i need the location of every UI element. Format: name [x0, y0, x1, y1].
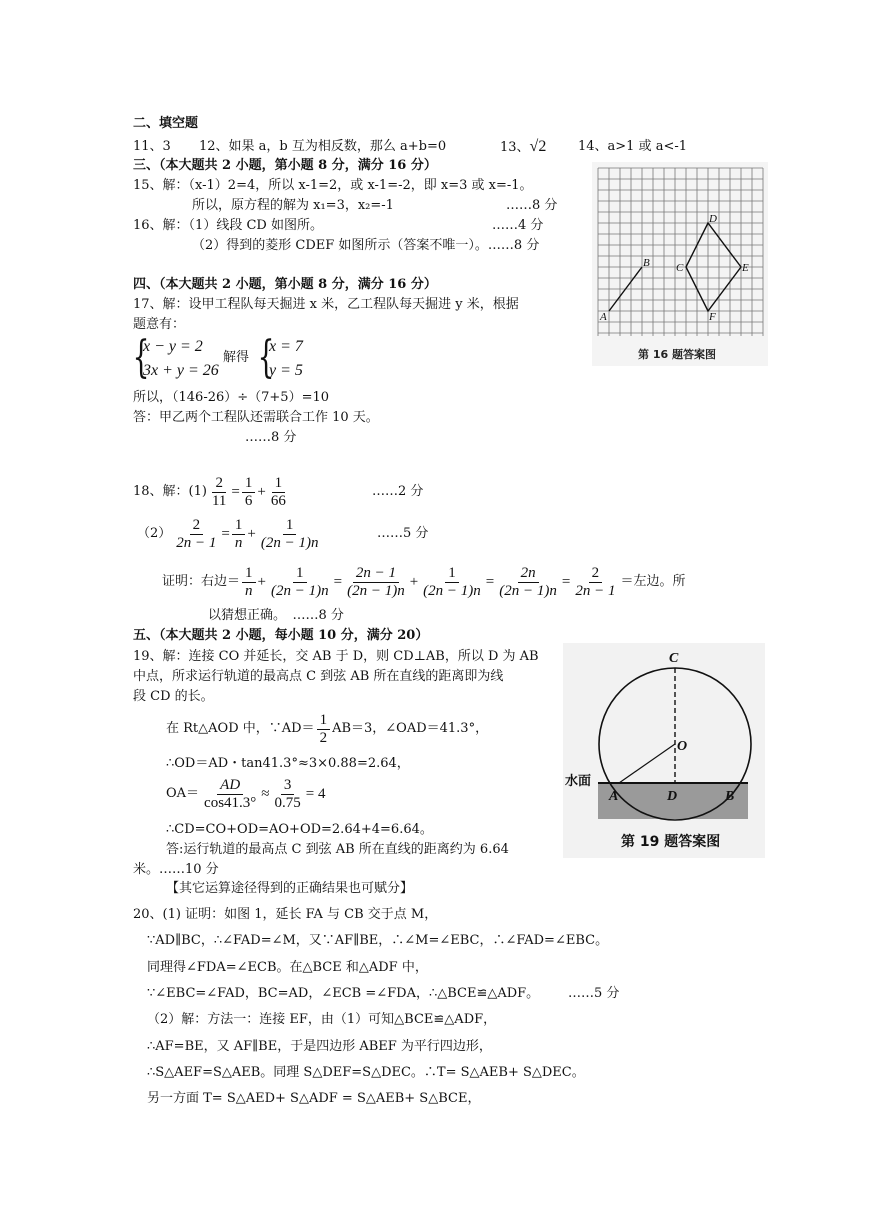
- figure-16: [592, 162, 768, 366]
- solve-label: 解得: [223, 350, 250, 365]
- answer-11: 11、3: [133, 139, 171, 154]
- fraction: $\frac{2n}{(2n - 1)n}$: [499, 564, 557, 599]
- q18-prefix: 18、解：(1): [133, 484, 207, 499]
- label-c: C: [676, 262, 684, 274]
- answer-13: 13、√2: [500, 138, 547, 155]
- label-f: F: [709, 311, 716, 323]
- q17-line4: 答：甲乙两个工程队还需联合工作 10 天。: [133, 410, 379, 425]
- proof-suffix: ＝左边。所: [620, 574, 686, 589]
- q19-l4-a: 在 Rt△AOD 中，∵AD＝: [166, 721, 315, 736]
- figure-19-drawing: [563, 643, 765, 858]
- label-b: B: [725, 789, 735, 804]
- q19-l4-b: AB＝3，∠OAD＝41.3°，: [332, 721, 489, 736]
- solution-x: x = 7: [269, 338, 303, 355]
- left-brace-2: {: [257, 332, 275, 383]
- fraction: $\frac{2n - 1}{(2n - 1)n}$: [347, 564, 405, 599]
- q18-part2-label: （2）: [137, 526, 172, 541]
- label-d: D: [709, 213, 717, 225]
- q18-proof-line2: 以猜想正确。 ……8 分: [208, 608, 344, 623]
- q17-line2: 题意有：: [133, 317, 186, 332]
- q18-score1: ……2 分: [372, 484, 424, 499]
- fraction: $\frac{1}{n}$: [232, 517, 246, 552]
- solution-y: y = 5: [269, 362, 303, 379]
- label-o: O: [677, 739, 688, 754]
- label-d: D: [667, 789, 678, 804]
- q20-line7: ∴S△AEF=S△AEB。同理 S△DEF=S△DEC。∴T= S△AEB+ S△DEC。: [147, 1065, 585, 1080]
- q19-line4: [166, 710, 488, 748]
- left-brace: {: [132, 332, 150, 383]
- q20-line8: 另一方面 T= S△AED+ S△ADF = S△AEB+ S△BCE，: [147, 1091, 481, 1106]
- figure-16-caption: 第 16 题答案图: [638, 348, 716, 361]
- q16-line2: （2）得到的菱形 CDEF 如图所示（答案不唯一）。……8 分: [192, 238, 540, 253]
- q19-note: 【其它运算途径得到的正确结果也可赋分】: [166, 881, 414, 896]
- fraction: $\frac{1}{n}$: [242, 565, 256, 600]
- q19-line8: 答:运行轨道的最高点 C 到弦 AB 所在直线的距离约为 6.64: [166, 842, 509, 857]
- q16-line1: 16、解：（1）线段 CD 如图所。: [133, 218, 323, 233]
- water-surface-label: 水面: [565, 774, 592, 789]
- q20-line1: 20、(1) 证明：如图 1，延长 FA 与 CB 交于点 M，: [133, 907, 438, 922]
- q18-part2: （2） $\frac{2}{2n - 1}$ = $\frac{1}{n}$ + $\frac{1}{(2n - 1)n}$: [137, 514, 323, 554]
- section-heading-3: 三、（本大题共 2 小题，第小题 8 分，满分 16 分）: [133, 158, 437, 173]
- fraction: $\frac{1}{6}$: [242, 475, 256, 510]
- fraction: $\frac{1}{66}$: [270, 474, 286, 509]
- q17-line1: 17、解：设甲工程队每天掘进 x 米，乙工程队每天掘进 y 米，根据: [133, 297, 519, 312]
- section-heading-5: 五、（本大题共 2 小题，每小题 10 分，满分 20）: [133, 628, 429, 643]
- q19-line1: 19、解：连接 CO 并延长，交 AB 于 D，则 CD⊥AB，所以 D 为 AB: [133, 649, 539, 664]
- label-b: B: [643, 257, 650, 269]
- section-heading-4: 四、（本大题共 2 小题，第小题 8 分，满分 16 分）: [133, 277, 437, 292]
- label-c: C: [669, 651, 679, 666]
- fraction: $\frac{1}{(2n - 1)n}$: [260, 516, 319, 551]
- fraction: $\frac{2}{2n - 1}$: [575, 564, 616, 599]
- sqrt-two: √2: [529, 138, 547, 155]
- fraction: $\frac{2}{2n - 1}$: [176, 516, 217, 551]
- fraction: $\frac{2}{11}$: [211, 474, 227, 509]
- q19-line2: 中点，所求运行轨道的最高点 C 到弦 AB 所在直线的距离即为线: [133, 669, 504, 684]
- fraction: $\frac{3}{0.75}$: [274, 776, 301, 811]
- q19-line5: ∴OD＝AD・tan41.3°≈3×0.88=2.64，: [166, 756, 410, 771]
- fraction: $\frac{1}{2}$: [317, 712, 331, 747]
- proof-prefix: 证明：右边＝: [162, 574, 241, 589]
- segment-oa: [619, 744, 675, 783]
- q20-line4-score: ……5 分: [568, 986, 620, 1001]
- figure-19: [563, 643, 765, 858]
- label-e: E: [742, 262, 749, 274]
- q19-l6-a: OA＝: [166, 786, 200, 801]
- q15-line1: 15、解：（x-1）2=4，所以 x-1=2，或 x-1=-2，即 x=3 或 x=-1。: [133, 178, 533, 193]
- equation-2: 3x + y = 26: [143, 362, 219, 379]
- q16-score1: ……4 分: [492, 218, 544, 233]
- answer-14: 14、a>1 或 a<-1: [578, 139, 688, 154]
- q17-score: ……8 分: [245, 430, 297, 445]
- answer-12: 12、如果 a，b 互为相反数，那么 a+b=0: [199, 139, 447, 154]
- q19-line6: [166, 774, 326, 814]
- q18-score2: ……5 分: [377, 526, 429, 541]
- label-a: A: [609, 789, 619, 804]
- approx-sign: ≈: [261, 786, 270, 802]
- equation-1: x − y = 2: [143, 338, 203, 355]
- figure-19-caption: 第 19 题答案图: [621, 834, 721, 850]
- q19-l6-b: = 4: [305, 786, 326, 802]
- q18-part1: 18、解：(1) $\frac{2}{11}$ = $\frac{1}{6}$ + $\frac{1}{66}$: [133, 472, 291, 512]
- label-a: A: [600, 311, 607, 323]
- q20-line5: （2）解：方法一：连接 EF，由（1）可知△BCE≌△ADF，: [147, 1012, 497, 1027]
- q18-proof: 证明：右边＝ $\frac{1}{n}$ + $\frac{1}{(2n - 1)n}$ = $\frac{2n - 1}{(2n - 1)n}$ + $\frac{1}{(2n - 1)n}$ = $\frac{2n}{(2n - 1)n}$ = $\frac{2}{2n - 1}$ ＝左边。所: [162, 564, 686, 599]
- q20-line6: ∴AF=BE，又 AF∥BE，于是四边形 ABEF 为平行四边形，: [147, 1039, 492, 1054]
- section-heading-2: 二、填空题: [133, 116, 199, 131]
- q17-system: [132, 332, 333, 386]
- q15-score: ……8 分: [506, 198, 558, 213]
- q15-line2: 所以，原方程的解为 x₁=3，x₂=-1: [192, 198, 394, 213]
- figure-16-grid: [592, 162, 768, 366]
- fraction: $\frac{1}{(2n - 1)n}$: [423, 564, 481, 599]
- q20-line4: ∵∠EBC=∠FAD，BC=AD，∠ECB =∠FDA，∴△BCE≌△ADF。: [147, 986, 540, 1001]
- q20-line2: ∵AD∥BC，∴∠FAD=∠M，又∵AF∥BE，∴∠M=∠EBC，∴∠FAD=∠EBC。: [147, 933, 609, 948]
- q19-line9: 米。……10 分: [133, 862, 219, 877]
- fraction: $\frac{AD}{\cos 41.3^\circ}$: [204, 776, 257, 811]
- q17-line3: 所以，（146-26）÷（7+5）=10: [133, 390, 330, 405]
- q19-line3: 段 CD 的长。: [133, 689, 214, 704]
- fraction: $\frac{1}{(2n - 1)n}$: [270, 564, 329, 599]
- q19-line7: ∴CD=CO+OD=AO+OD=2.64+4=6.64。: [166, 822, 433, 837]
- q20-line3: 同理得∠FDA=∠ECB。在△BCE 和△ADF 中，: [147, 960, 428, 975]
